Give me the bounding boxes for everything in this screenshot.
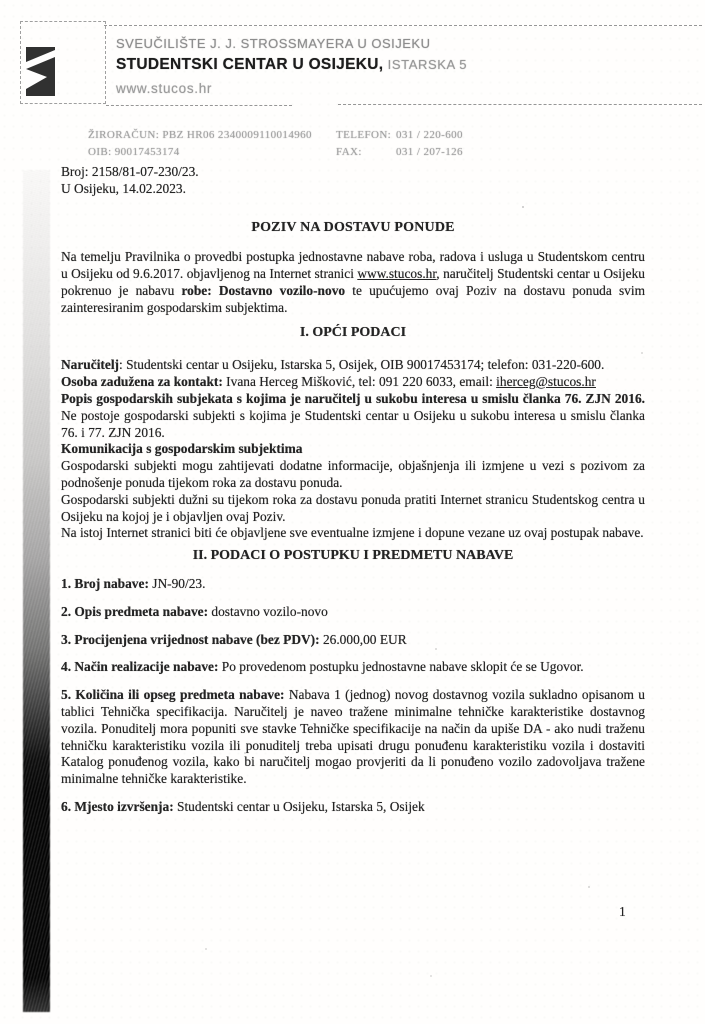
fax-label: FAX: xyxy=(336,146,362,158)
intro-run: Na temelju Pravilnika o provedbi postupka jednostavne nabave roba, radova i usluga u Studentskom centru u Osijeku od 9.6.2017. objavljenog na Internet stranici xyxy=(61,249,645,282)
fax-line xyxy=(336,144,463,161)
procurement-item-6 xyxy=(61,799,645,816)
phone-label: TELEFON: xyxy=(336,129,392,141)
document-meta xyxy=(61,164,645,198)
stucos-logo-icon xyxy=(26,47,55,96)
page-number: 1 xyxy=(619,904,626,919)
intro-paragraph xyxy=(61,249,645,316)
procurement-item-1 xyxy=(61,576,645,593)
item-5-value: Nabava 1 (jednog) novog dostavnog vozila sukladno opisanom u tablici Tehnička specifikacija. Naručitelj je naveo tražene minimalne tehničke karakteristike dostavnog vozila. Ponuditelj mora popuniti sve stavke Tehničke specifikacije na način da upiše DA - ako nudi traženu tehničku karakteristiku vozila ili ponuditelj treba upisati drugu ponuđenu karakteristiku vozila i dostaviti Katalog ponuđenog vozila, kako bi naručitelj mogao provjeriti da li ponuđeno vozilo zadovoljava tražene minimalne tehničke karakteristike. xyxy=(61,687,645,787)
org-address: ISTARSKA 5 xyxy=(387,57,468,72)
contact-person-value: Ivana Herceg Mišković, tel: 091 220 6033, email: xyxy=(222,374,497,390)
procurement-item-2 xyxy=(61,604,645,621)
intro-run: , naručitelj Studentski centar u Osijeku pokrenuo je nabavu xyxy=(61,266,645,298)
scan-noise-specks xyxy=(0,0,2,2)
item-2-value: dostavno vozilo-novo xyxy=(208,603,328,619)
letterhead-top-rule xyxy=(104,25,702,26)
contact-person-label: Osoba zadužena za kontakt: xyxy=(61,374,223,390)
procurement-subject-bold: robe: Dostavno vozilo-novo xyxy=(181,282,346,298)
contracting-authority-value: : Studentski centar u Osijeku, Istarska 5, Osijek, OIB 90017453174; telefon: 031-220-600. xyxy=(119,357,605,373)
contact-person-paragraph xyxy=(61,374,645,391)
item-3-value: 26.000,00 EUR xyxy=(319,631,407,647)
procurement-item-3 xyxy=(61,632,645,649)
procurement-item-5 xyxy=(61,687,645,788)
communication-subheading: Komunikacija s gospodarskim subjektima xyxy=(61,441,303,457)
item-1-label: 1. Broj nabave: xyxy=(61,575,149,591)
conflict-of-interest-paragraph xyxy=(61,391,645,441)
document-title: POZIV NA DOSTAVU PONUDE xyxy=(251,219,455,235)
contracting-authority-label: Naručitelj xyxy=(61,357,120,373)
item-6-label: 6. Mjesto izvršenja: xyxy=(61,798,174,814)
website-url: www.stucos.hr xyxy=(116,81,213,96)
intro-run: te upućujemo ovaj Poziv na dostavu ponuda svim zainteresiranim gospodarskim subjektima. xyxy=(61,282,645,315)
section-1-heading: I. OPĆI PODACI xyxy=(299,324,407,340)
item-3-label: 3. Procijenjena vrijednost nabave (bez PDV): xyxy=(61,631,320,647)
section-2-heading: II. PODACI O POSTUPKU I PREDMETU NABAVE xyxy=(192,548,514,564)
item-2-label: 2. Opis predmeta nabave: xyxy=(61,603,209,619)
contact-block-left xyxy=(88,127,312,161)
communication-paragraph-3: Na istoj Internet stranici biti će objavljene sve eventualne izmjene i dopune vezane uz ovaj postupak nabave. xyxy=(61,525,644,541)
communication-paragraph-2: Gospodarski subjekti dužni su tijekom roka za dostavu ponuda pratiti Internet stranicu Studentskog centra u Osijeku na kojoj je i objavljen ovaj Poziv. xyxy=(61,491,645,524)
document-number: Broj: 2158/81-07-230/23. xyxy=(61,164,199,179)
scan-artifact-strip xyxy=(23,170,50,1012)
university-name: SVEUČILIŠTE J. J. STROSSMAYERA U OSIJEKU xyxy=(116,36,431,51)
phone-value: 031 / 220-600 xyxy=(396,129,463,141)
item-4-value: Po provedenom postupku jednostavne nabave sklopit će se Ugovor. xyxy=(218,659,584,675)
oib-line: OIB: 90017453174 xyxy=(88,146,180,158)
document-body xyxy=(61,164,645,816)
conflict-of-interest-label: Popis gospodarskih subjekata s kojima je naručitelj u sukobu interesa u smislu članka 76. ZJN 2016. xyxy=(61,390,645,406)
item-5-label: 5. Količina ili opseg predmeta nabave: xyxy=(61,687,285,703)
place-and-date: U Osijeku, 14.02.2023. xyxy=(61,180,186,196)
conflict-of-interest-value: Ne postoje gospodarski subjekti s kojima je Studentski centar u Osijeku u sukobu interesa u smislu članka 76. i 77. ZJN 2016. xyxy=(61,407,645,440)
contact-block-right xyxy=(336,127,463,161)
item-6-value: Studentski centar u Osijeku, Istarska 5, Osijek xyxy=(173,798,425,814)
logo-frame xyxy=(20,21,106,104)
item-1-value: JN-90/23. xyxy=(148,575,206,591)
stucos-url-text: www.stucos.hr xyxy=(357,266,437,282)
phone-line xyxy=(336,127,463,144)
procurement-item-4 xyxy=(61,659,645,676)
fax-value: 031 / 207-126 xyxy=(396,146,463,158)
item-4-label: 4. Način realizacije nabave: xyxy=(61,659,219,675)
bank-account-line: ŽIRORAČUN: PBZ HR06 2340009110014960 xyxy=(88,129,312,141)
letterhead-bottom-rule-right xyxy=(338,104,702,105)
contracting-authority-paragraph xyxy=(61,357,645,374)
organization-line xyxy=(116,56,467,74)
communication-paragraph-1: Gospodarski subjekti mogu zahtijevati dodatne informacije, objašnjenja ili izmjene u vezi s pozivom za podnošenje ponuda tijekom roka za dostavu ponuda. xyxy=(61,458,645,490)
org-name: STUDENTSKI CENTAR U OSIJEKU, xyxy=(116,56,384,73)
contact-email-text: iherceg@stucos.hr xyxy=(496,374,596,390)
letterhead-text xyxy=(116,36,467,96)
letterhead-bottom-rule-left xyxy=(106,105,292,106)
